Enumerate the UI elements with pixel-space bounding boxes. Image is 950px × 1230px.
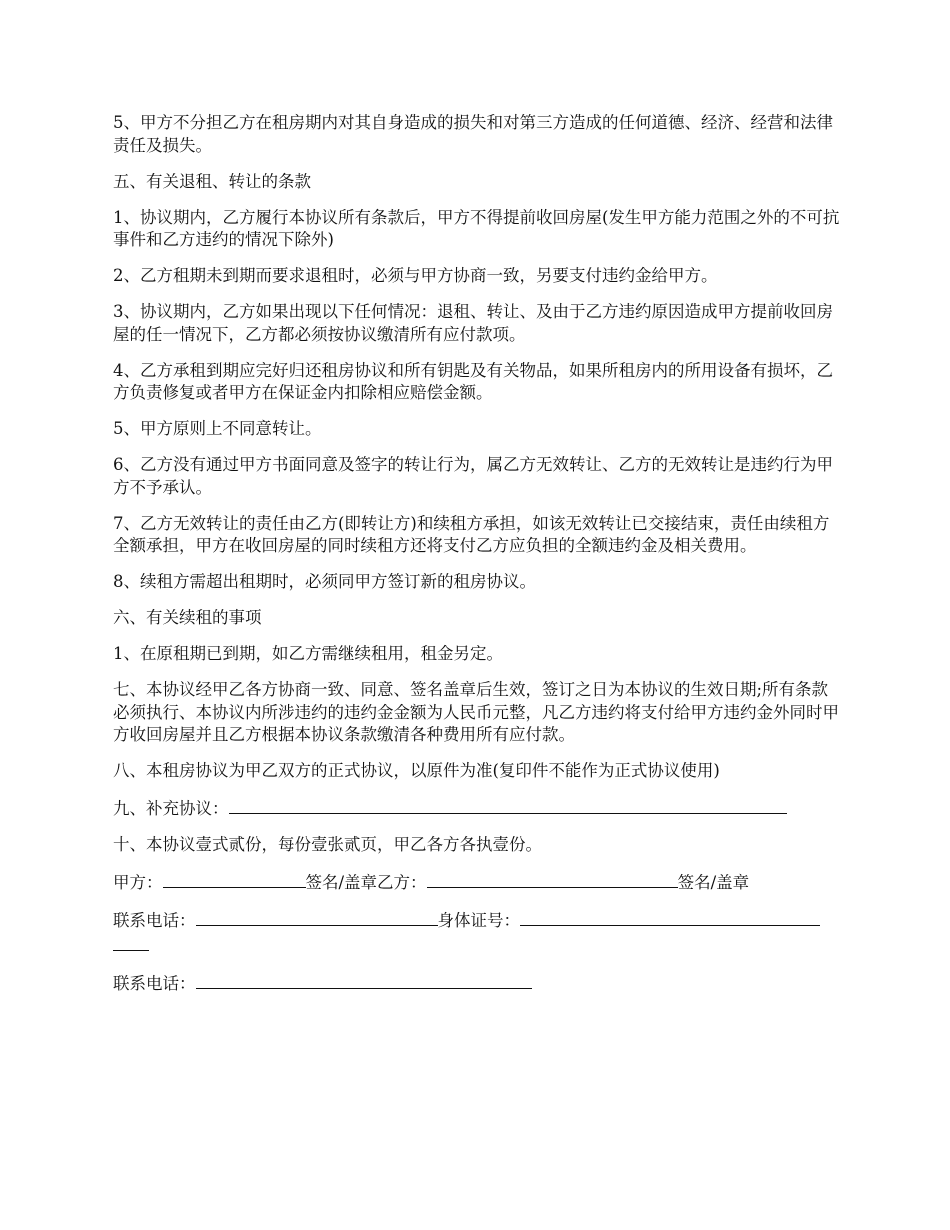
- id-blank-field-continuation[interactable]: [113, 933, 149, 951]
- renewal-clause-1: 1、在原租期已到期，如乙方需继续租用，租金另定。: [113, 644, 503, 663]
- contact-line-2: [113, 971, 843, 996]
- party-b-blank-field[interactable]: [427, 870, 678, 888]
- party-a-blank-field[interactable]: [163, 870, 306, 888]
- section-7-effectiveness: 七、本协议经甲乙各方协商一致、同意、签名盖章后生效，签订之日为本协议的生效日期;所有条款必须执行、本协议内所涉违约的违约金金额为人民币元整，凡乙方违约将支付给甲方违约金外同时甲方收回房屋并且乙方根据本协议条款缴清各种费用所有应付款。: [113, 680, 839, 744]
- phone-blank-field-2[interactable]: [196, 971, 532, 989]
- phone-label-2: 联系电话：: [113, 973, 196, 993]
- clause-5-liability: 5、甲方不分担乙方在租房期内对其自身造成的损失和对第三方造成的任何道德、经济、经营和法律责任及损失。: [113, 113, 833, 155]
- termination-clause-6: 6、乙方没有通过甲方书面同意及签字的转让行为，属乙方无效转让、乙方的无效转让是违约行为甲方不予承认。: [113, 455, 833, 497]
- termination-clause-4: 4、乙方承租到期应完好归还租房协议和所有钥匙及有关物品，如果所租房内的所用设备有损坏，乙方负责修复或者甲方在保证金内扣除相应赔偿金额。: [113, 360, 833, 402]
- section-6-heading: 六、有关续租的事项: [113, 608, 262, 627]
- id-label: 身体证号：: [437, 911, 520, 930]
- phone-label: 联系电话：: [113, 911, 196, 930]
- section-8-original: 八、本租房协议为甲乙双方的正式协议，以原件为准(复印件不能作为正式协议使用): [113, 761, 720, 780]
- supplement-blank-field[interactable]: [229, 796, 787, 814]
- id-blank-field[interactable]: [520, 908, 820, 926]
- termination-clause-5: 5、甲方原则上不同意转让。: [113, 419, 322, 438]
- signature-line: [113, 870, 843, 895]
- document-body: [113, 112, 843, 1009]
- party-a-label: 甲方：: [113, 873, 163, 892]
- termination-clause-7: 7、乙方无效转让的责任由乙方(即转让方)和续租方承担，如该无效转让已交接结束，责任由续租方全额承担，甲方在收回房屋的同时续租方还将支付乙方应负担的全额违约金及相关费用。: [113, 513, 830, 555]
- section-10-copies: 十、本协议壹式贰份，每份壹张贰页，甲乙各方各执壹份。: [113, 835, 542, 854]
- supplement-label: 九、补充协议：: [113, 799, 229, 818]
- section-5-heading: 五、有关退租、转让的条款: [113, 171, 311, 191]
- termination-clause-8: 8、续租方需超出租期时，必须同甲方签订新的租房协议。: [113, 572, 536, 591]
- phone-blank-field[interactable]: [196, 908, 438, 926]
- sign-stamp-end-label: 签名/盖章: [677, 873, 750, 892]
- termination-clause-3: 3、协议期内，乙方如果出现以下任何情况：退租、转让、及由于乙方违约原因造成甲方提前收回房屋的任一情况下，乙方都必须按协议缴清所有应付款项。: [113, 302, 833, 344]
- contact-line: [113, 908, 843, 957]
- termination-clause-2: 2、乙方租期未到期而要求退租时，必须与甲方协商一致，另要支付违约金给甲方。: [113, 266, 718, 285]
- supplement-line: [113, 796, 843, 821]
- termination-clause-1: 1、协议期内，乙方履行本协议所有条款后，甲方不得提前收回房屋(发生甲方能力范围之外的不可抗事件和乙方违约的情况下除外): [113, 207, 840, 249]
- sign-stamp-party-b-label: 签名/盖章乙方：: [305, 873, 427, 892]
